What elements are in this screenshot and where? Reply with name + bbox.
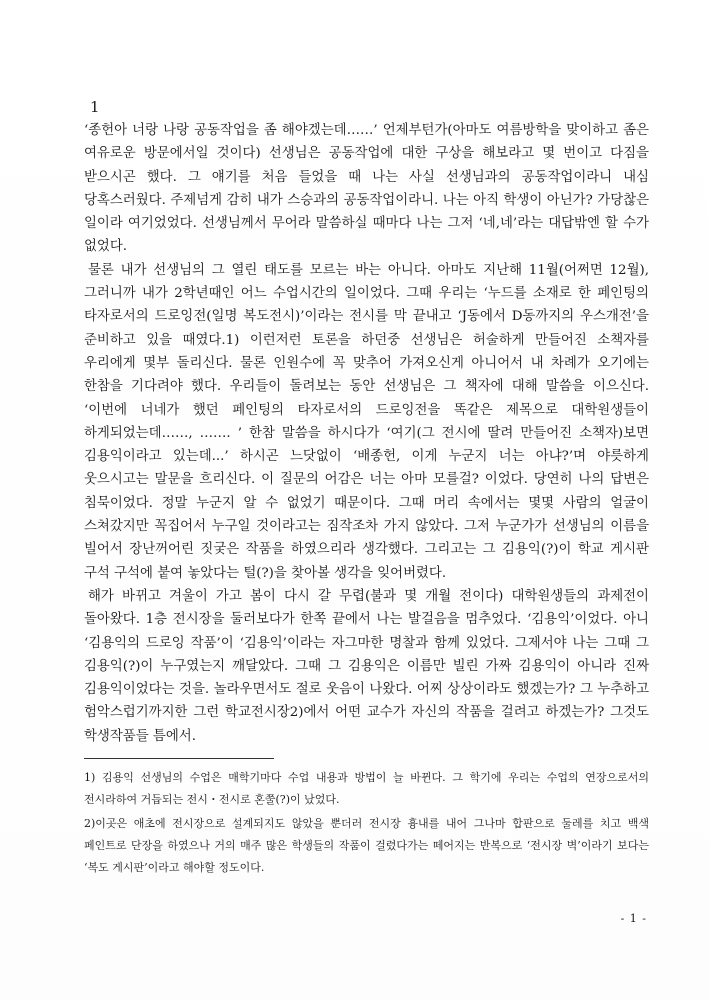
paragraph-1: ‘종헌아 너랑 나랑 공동작업을 좀 해야겠는데……’ 언제부턴가(아마도 여름방학을 맞이하고 좀은 여유로운 방문에서일 것이다) 선생님은 공동작업에 대한 구상을 해보라고 몇 번이고 다짐을 받으시곤 했다. 그 얘기를 처음 들었을 때 나는 사실 선생님과의 공동작업이라니 내심 당혹스러웠다. 주제넘게 감히 내가 스승과의 공동작업이라니. 나는 아직 학생이 아닌가? 가당찮은 일이라 여기었었다. 선생님께서 무어라 말씀하실 때마다 나는 그저 ‘네,네’라는 대답밖엔 할 수가 없었다. xyxy=(84,123,649,255)
paragraph-3: 해가 바뀌고 겨울이 가고 봄이 다시 갈 무렵(불과 몇 개월 전이다) 대학원생들의 과제전이 돌아왔다. 1층 전시장을 둘러보다가 한쪽 끝에서 나는 발걸음을 멈추었다. ‘김용익’이었다. 아니 ‘김용익의 드로잉 작품’이 ‘김용익’이라는 자그마한 명찰과 함께 있었다. 그제서야 나는 그때 그 김용익(?)이 누구였는지 깨달았다. 그때 그 김용익은 이름만 빌린 가짜 김용익이 아니라 진짜 김용익이었다는 것을. 놀라우면서도 절로 웃음이 나왔다. 어찌 상상이라도 했겠는가? 그 누추하고 험악스럽기까지한 그런 학교전시장2)에서 어떤 교수가 자신의 작품을 걸려고 하겠는가? 그것도 학생작품들 틈에서. xyxy=(84,588,649,744)
section-number: 1 xyxy=(90,98,100,116)
footnote-2: 2)이곳은 애초에 전시장으로 설계되지도 않았을 뿐더러 전시장 흉내를 내어 그나마 합판으로 둘레를 치고 백색 페인트로 단장을 하였으나 거의 매주 많은 학생들의 작품이 걸렸다가는 떼어지는 반복으로 ‘전시장 벽’이라기 보다는 ‘복도 게시판’이라고 해야할 정도이다. xyxy=(84,817,649,875)
footnote-1: 1) 김용익 선생님의 수업은 매학기마다 수업 내용과 방법이 늘 바뀐다. 그 학기에 우리는 수업의 연장으로서의 전시라하여 거듭되는 전시・전시로 혼쭐(?)이 났었다. xyxy=(84,771,649,807)
paragraph-2: 물론 내가 선생님의 그 열린 태도를 모르는 바는 아니다. 아마도 지난해 11월(어쩌면 12월), 그러니까 내가 2학년때인 어느 수업시간의 일이었다. 그때 우리는 ‘누드를 소재로 한 페인팅의 타자로서의 드로잉전(일명 복도전시)’이라는 전시를 막 끝내고 ‘J동에서 D동까지의 우스개전’을 준비하고 있을 때였다.1) 이런저런 토론을 하던중 선생님은 허술하게 만들어진 소책자를 우리에게 몇부 돌리신다. 물론 인원수에 꼭 맞추어 가져오신게 아니어서 내 차례가 오기에는 한참을 기다려야 했다. 우리들이 돌려보는 동안 선생님은 그 책자에 대해 말씀을 이으신다. ‘이번에 너네가 했던 페인팅의 타자로서의 드로잉전을 똑같은 제목으로 대학원생들이 하게되었는데……, ……. ’ 한참 말씀을 하시다가 ‘여기(그 전시에 딸려 만들어진 소책자)보면 김용익이라고 있는데...’ 하시곤 느닷없이 ‘배종헌, 이게 누군지 너는 아냐?’며 야릇하게 웃으시고는 말문을 흐리신다. 이 질문의 어감은 너는 아마 모를걸? 이었다. 당연히 나의 답변은 침묵이었다. 정말 누군지 알 수 없었기 때문이다. 그때 머리 속에서는 몇몇 사람의 얼굴이 스쳐갔지만 꼭집어서 누구일 것이라고는 짐작조차 가지 않았다. 그저 누군가가 선생님의 이름을 빌어서 장난꺼어린 짓궂은 작품을 하였으리라 생각했다. 그리고는 그 김용익(?)이 학교 게시판 구석 구석에 붙여 놓았다는 털(?)을 찾아볼 생각을 잊어버렸다. xyxy=(84,262,649,581)
footnote-divider xyxy=(84,758,274,759)
page-number: - 1 - xyxy=(620,912,647,925)
